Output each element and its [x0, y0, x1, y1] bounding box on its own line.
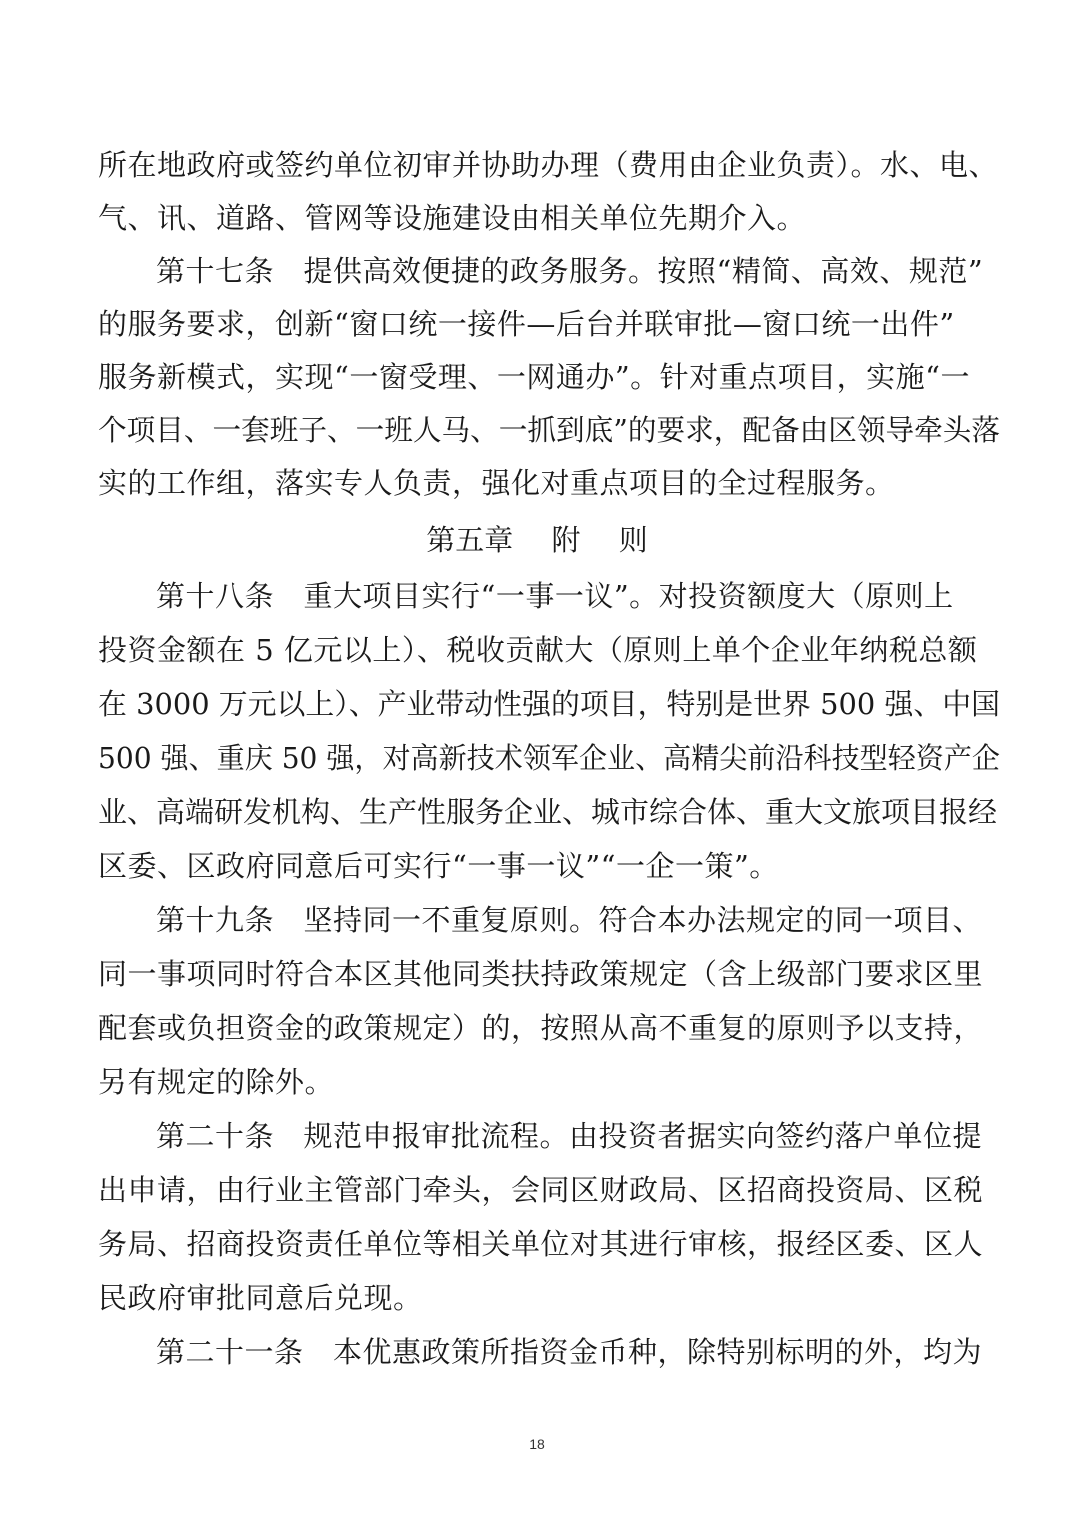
article-17-heading: 第十七条 提供高效便捷的政务服务。按照“精简、高效、规范” — [156, 254, 984, 288]
text-line: 另有规定的除外。 — [98, 1065, 335, 1099]
text-line: 投资金额在 5 亿元以上）、税收贡献大（原则上单个企业年纳税总额 — [98, 633, 978, 667]
text-line: 务局、招商投资责任单位等相关单位对其进行审核，报经区委、区人 — [98, 1227, 984, 1261]
text-line: 的服务要求，创新“窗口统一接件—后台并联审批—窗口统一出件” — [98, 307, 955, 341]
text-line: 500 强、重庆 50 强，对高新技术领军企业、高精尖前沿科技型轻资产企 — [98, 741, 1001, 775]
article-19-heading: 第十九条 坚持同一不重复原则。符合本办法规定的同一项目、 — [156, 903, 983, 937]
text-line: 业、高端研发机构、生产性服务企业、城市综合体、重大文旅项目报经 — [98, 795, 998, 829]
text-line: 出申请，由行业主管部门牵头，会同区财政局、区招商投资局、区税 — [98, 1173, 984, 1207]
chapter-title: 第五章 附 则 — [426, 523, 648, 557]
text-line: 个项目、一套班子、一班人马、一抓到底”的要求，配备由区领导牵头落 — [98, 413, 1001, 447]
text-line: 实的工作组，落实专人负责，强化对重点项目的全过程服务。 — [98, 466, 895, 500]
article-21-heading: 第二十一条 本优惠政策所指资金币种，除特别标明的外，均为 — [156, 1335, 983, 1369]
text-line: 气、讯、道路、管网等设施建设由相关单位先期介入。 — [98, 201, 807, 235]
text-line: 所在地政府或签约单位初审并协助办理（费用由企业负责）。水、电、 — [98, 148, 999, 182]
page-number: 18 — [529, 1436, 545, 1452]
article-18-heading: 第十八条 重大项目实行“一事一议”。对投资额度大（原则上 — [156, 579, 954, 613]
text-line: 服务新模式，实现“一窗受理、一网通办”。针对重点项目，实施“一 — [98, 360, 970, 394]
text-line: 民政府审批同意后兑现。 — [98, 1281, 423, 1315]
text-line: 区委、区政府同意后可实行“一事一议”“一企一策”。 — [98, 849, 779, 883]
article-20-heading: 第二十条 规范申报审批流程。由投资者据实向签约落户单位提 — [156, 1119, 983, 1153]
text-line: 同一事项同时符合本区其他同类扶持政策规定（含上级部门要求区里 — [98, 957, 984, 991]
text-line: 在 3000 万元以上）、产业带动性强的项目，特别是世界 500 强、中国 — [98, 687, 1000, 721]
text-line: 配套或负担资金的政策规定）的，按照从高不重复的原则予以支持， — [98, 1011, 984, 1045]
